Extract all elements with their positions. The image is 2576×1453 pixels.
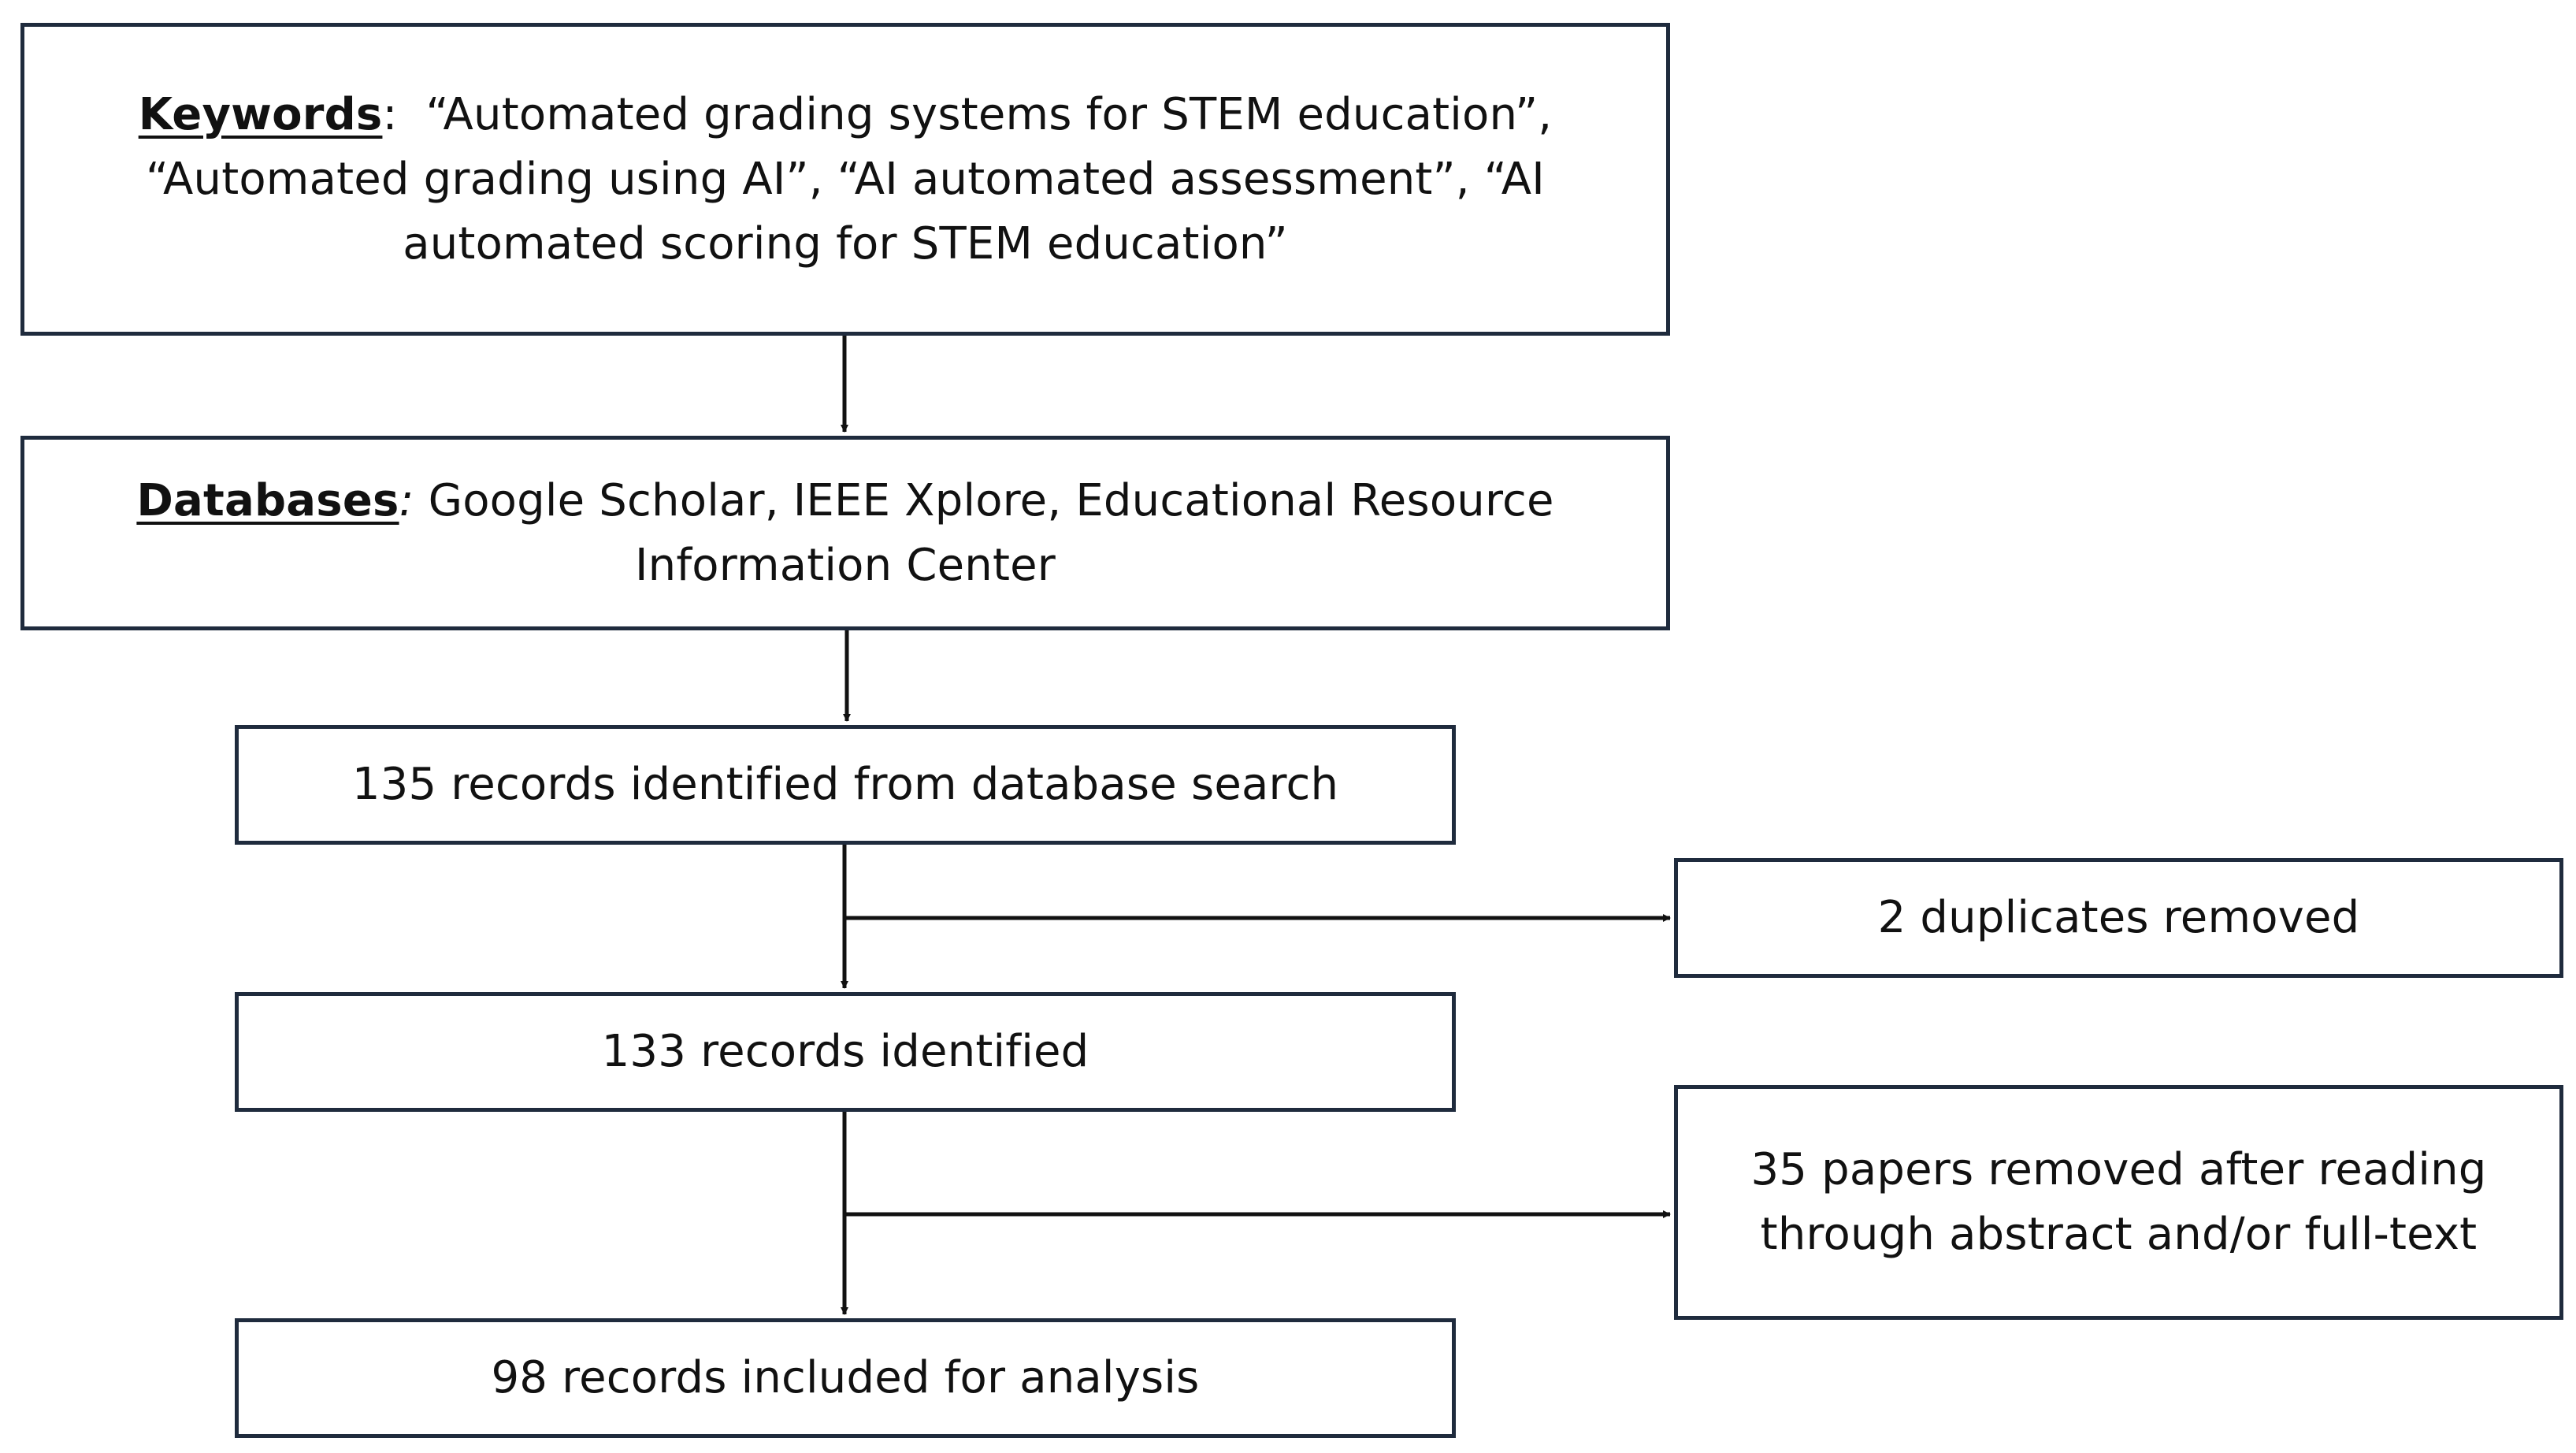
- keywords-text: [56, 83, 1635, 277]
- keywords-separator: :: [382, 88, 398, 140]
- records-identified-text: 133 records identified: [601, 1026, 1089, 1077]
- keywords-label: Keywords: [138, 88, 383, 140]
- duplicates-removed-box: [1674, 858, 2563, 978]
- databases-box: [20, 436, 1670, 630]
- papers-removed-box: [1674, 1085, 2563, 1320]
- databases-text: [56, 469, 1635, 598]
- records-included-box: [235, 1318, 1456, 1438]
- keywords-list: “Automated grading systems for STEM education”, “Automated grading using AI”, “AI automated assessment”, “AI automated scoring for STEM education”: [146, 88, 1553, 269]
- records-identified-search-text: 135 records identified from database search: [351, 759, 1339, 810]
- databases-separator: :: [399, 474, 414, 526]
- records-included-text: 98 records included for analysis: [491, 1352, 1200, 1403]
- databases-label: Databases: [136, 474, 399, 526]
- records-identified-box: [235, 992, 1456, 1112]
- records-identified-search-box: [235, 725, 1456, 845]
- databases-list: Google Scholar, IEEE Xplore, Educational Resource Information Center: [428, 474, 1554, 591]
- duplicates-removed-text: 2 duplicates removed: [1877, 892, 2360, 943]
- papers-removed-text: 35 papers removed after reading through abstract and/or full-text: [1750, 1144, 2487, 1260]
- keywords-box: [20, 23, 1670, 336]
